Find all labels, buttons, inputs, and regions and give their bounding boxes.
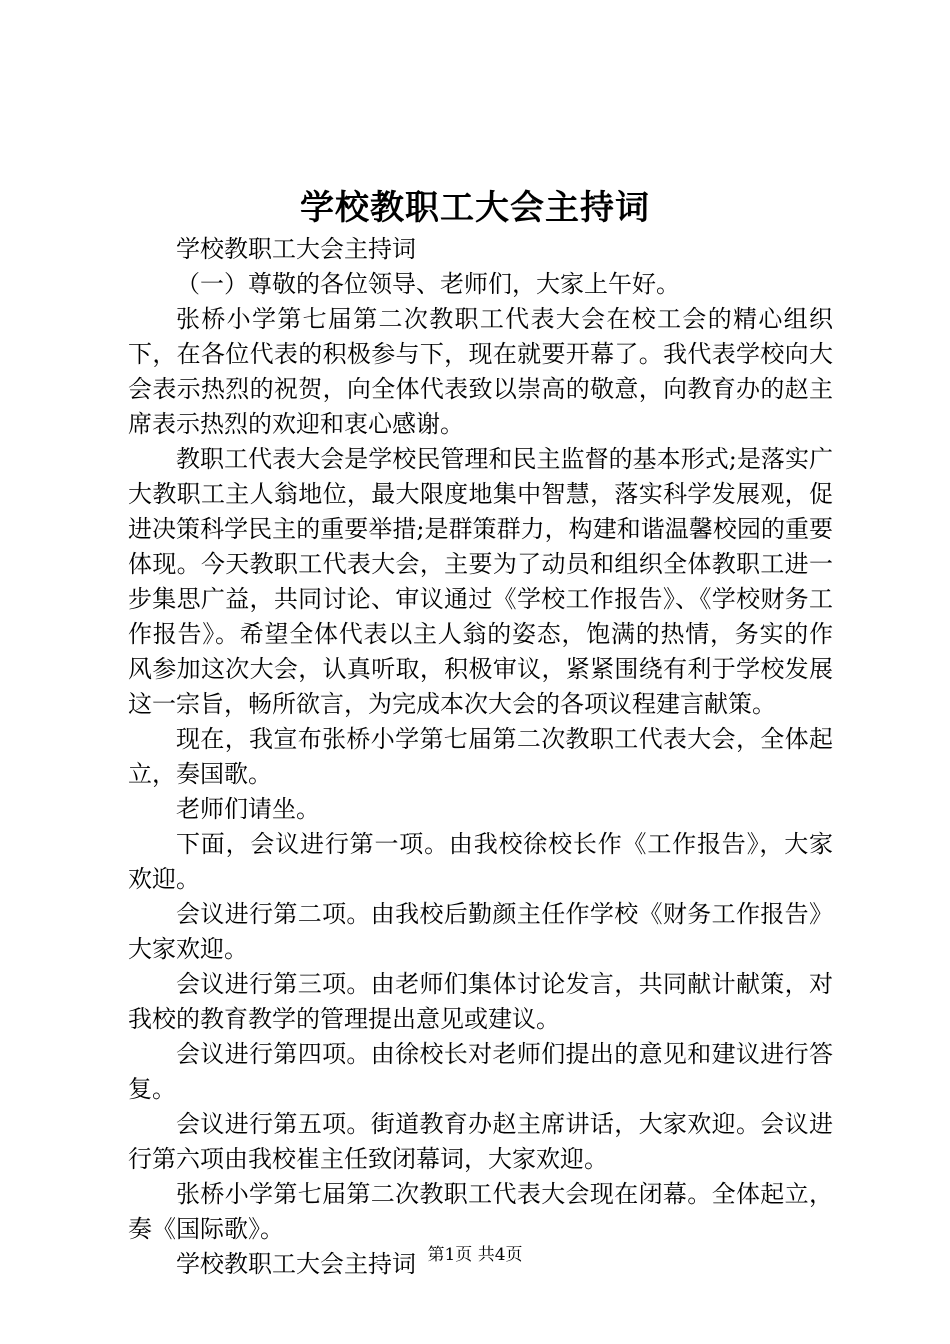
paragraph-item-4: 会议进行第四项。由徐校长对老师们提出的意见和建议进行答复。 xyxy=(128,1040,833,1103)
paragraph-subtitle: 学校教职工大会主持词 xyxy=(176,235,416,263)
paragraph-item-3: 会议进行第三项。由老师们集体讨论发言，共同献计献策，对我校的教育教学的管理提出意见或建议。 xyxy=(128,970,833,1033)
paragraph-trailing-title: 学校教职工大会主持词 xyxy=(176,1250,416,1278)
paragraph-purpose: 教职工代表大会是学校民管理和民主监督的基本形式;是落实广大教职工主人翁地位，最大限度地集中智慧，落实科学发展观，促进决策科学民主的重要举措;是群策群力，构建和谐温馨校园的重要体现。今天教职工代表大会，主要为了动员和组织全体教职工进一步集思广益，共同讨论、审议通过《学校工作报告》、《学校财务工作报告》。希望全体代表以主人翁的姿态，饱满的热情，务实的作风参加这次大会，认真听取，积极审议，紧紧围绕有利于学校发展这一宗旨，畅所欲言，为完成本次大会的各项议程建言献策。 xyxy=(128,445,833,718)
document-body xyxy=(128,232,833,1282)
document-title: 学校教职工大会主持词 xyxy=(300,188,650,228)
paragraph-be-seated: 老师们请坐。 xyxy=(176,795,320,823)
page-number-footer: 第1页 共4页 xyxy=(427,1245,523,1265)
paragraph-item-2: 会议进行第二项。由我校后勤颜主任作学校《财务工作报告》大家欢迎。 xyxy=(128,900,833,963)
paragraph-opening: 张桥小学第七届第二次教职工代表大会在校工会的精心组织下，在各位代表的积极参与下，现在就要开幕了。我代表学校向大会表示热烈的祝贺，向全体代表致以崇高的敬意，向教育办的赵主席表示热烈的欢迎和衷心感谢。 xyxy=(128,305,833,438)
paragraph-closing: 张桥小学第七届第二次教职工代表大会现在闭幕。全体起立，奏《国际歌》。 xyxy=(128,1180,833,1243)
paragraph-item-1: 下面，会议进行第一项。由我校徐校长作《工作报告》，大家欢迎。 xyxy=(128,830,833,893)
paragraph-announcement: 现在，我宣布张桥小学第七届第二次教职工代表大会，全体起立，奏国歌。 xyxy=(128,725,833,788)
paragraph-greeting: （一）尊敬的各位领导、老师们，大家上午好。 xyxy=(176,270,680,298)
paragraph-item-5-6: 会议进行第五项。街道教育办赵主席讲话，大家欢迎。会议进行第六项由我校崔主任致闭幕词，大家欢迎。 xyxy=(128,1110,833,1173)
